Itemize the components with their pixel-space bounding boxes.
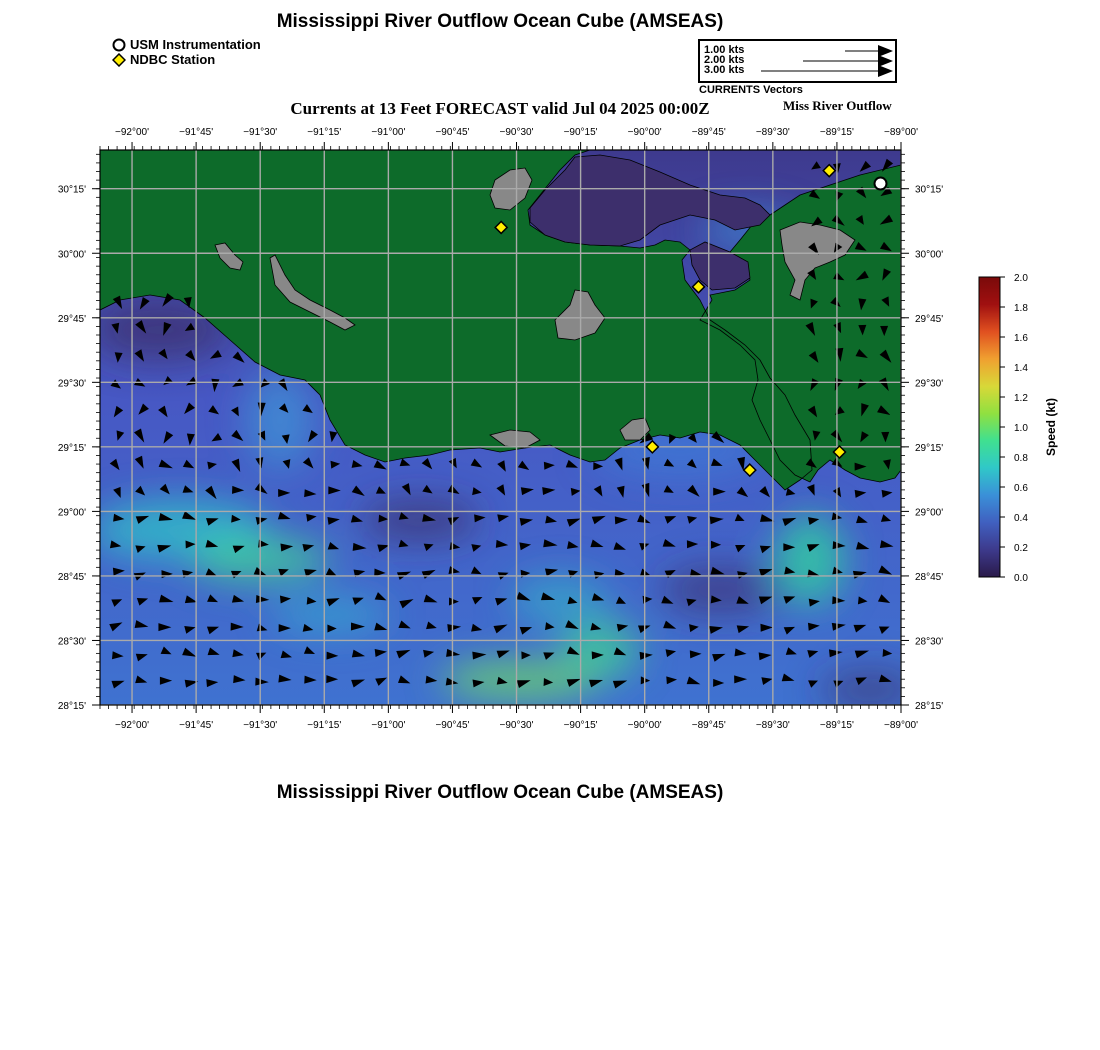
colorbar-tick-label: 1.0 — [1014, 423, 1028, 434]
lon-tick-label: −90°15' — [563, 720, 598, 731]
forecast-subtitle: Currents at 13 Feet FORECAST valid Jul 04 2025 00:00Z — [290, 99, 710, 118]
lat-tick-label: 28°15' — [915, 701, 944, 712]
colorbar-tick-label: 0.8 — [1014, 453, 1028, 464]
lat-tick-label: 30°15' — [57, 184, 86, 196]
arrow-icon — [878, 45, 893, 57]
arrow-icon — [878, 55, 893, 67]
lon-tick-label: −90°45' — [435, 127, 470, 138]
lon-tick-label: −91°30' — [243, 127, 278, 138]
lon-tick-label: −90°00' — [627, 127, 662, 138]
colorbar-tick-label: 0.0 — [1014, 573, 1028, 584]
colorbar-ramp — [979, 277, 1000, 577]
colorbar-tick-label: 2.0 — [1014, 273, 1028, 284]
lon-tick-label: −89°45' — [691, 127, 726, 138]
colorbar-tick-label: 0.6 — [1014, 483, 1028, 494]
lat-tick-label: 28°15' — [57, 701, 86, 712]
colorbar-tick-label: 1.8 — [1014, 303, 1028, 314]
lon-tick-label: −89°45' — [691, 720, 726, 731]
arrow-icon — [878, 65, 893, 77]
colorbar-tick-label: 0.2 — [1014, 543, 1028, 554]
lon-tick-label: −90°45' — [435, 720, 470, 731]
legend-ndbc — [112, 52, 215, 67]
currents-map — [0, 115, 960, 740]
lon-tick-label: −92°00' — [115, 127, 150, 138]
lon-tick-label: −89°15' — [819, 720, 854, 731]
colorbar-label: Speed (kt) — [1044, 397, 1058, 457]
lat-tick-label: 29°45' — [57, 313, 86, 325]
lon-tick-label: −91°00' — [371, 720, 406, 731]
lat-tick-label: 29°45' — [915, 313, 944, 325]
lat-labels-left — [58, 185, 86, 712]
legend-usm — [112, 37, 261, 52]
lon-tick-label: −89°15' — [819, 127, 854, 138]
lon-tick-label: −89°00' — [884, 720, 918, 731]
lat-tick-label: 28°45' — [57, 571, 86, 583]
vector-legend-row: 2.00 kts — [704, 54, 745, 66]
map-body — [90, 150, 920, 710]
lon-tick-label: −92°00' — [115, 720, 150, 731]
usm-instrument-marker[interactable] — [874, 178, 886, 190]
ndbc-diamond-icon — [112, 53, 126, 67]
lat-tick-label: 29°30' — [915, 378, 944, 390]
lon-tick-label: −89°30' — [755, 720, 790, 731]
lat-tick-label: 30°00' — [915, 249, 944, 261]
lon-tick-label: −90°30' — [499, 127, 534, 138]
vector-legend — [698, 39, 897, 83]
colorbar-tick-label: 1.6 — [1014, 333, 1028, 344]
lon-tick-label: −91°30' — [243, 720, 278, 731]
lat-tick-label: 29°15' — [57, 442, 86, 454]
lat-tick-label: 30°00' — [57, 249, 86, 261]
lon-tick-label: −89°30' — [755, 127, 790, 138]
lat-labels-right — [915, 185, 943, 712]
colorbar-ticks — [1000, 273, 1028, 584]
colorbar-tick-label: 0.4 — [1014, 513, 1028, 524]
vector-legend-row: 1.00 kts — [704, 44, 745, 56]
lon-tick-label: −89°00' — [884, 127, 918, 138]
legend-ndbc-label: NDBC Station — [130, 52, 216, 67]
lon-labels-top — [115, 127, 918, 138]
lat-tick-label: 28°45' — [915, 571, 944, 583]
map-title-bottom: Mississippi River Outflow Ocean Cube (AMSEAS) — [276, 782, 724, 803]
lon-tick-label: −91°00' — [371, 127, 406, 138]
lat-tick-label: 28°30' — [57, 636, 86, 648]
lon-tick-label: −90°00' — [627, 720, 662, 731]
lon-tick-label: −90°30' — [499, 720, 534, 731]
colorbar-tick-label: 1.2 — [1014, 393, 1028, 404]
legend-usm-label: USM Instrumentation — [130, 37, 261, 52]
colorbar-tick-label: 1.4 — [1014, 363, 1028, 374]
lon-tick-label: −91°45' — [179, 127, 214, 138]
vector-legend-row: 3.00 kts — [704, 64, 745, 76]
speed-colorbar — [960, 268, 1080, 586]
map-title: Mississippi River Outflow Ocean Cube (AMSEAS) — [276, 11, 724, 32]
lat-tick-label: 29°00' — [57, 507, 86, 519]
vector-legend-title: CURRENTS Vectors — [699, 84, 803, 96]
usm-circle-icon — [112, 38, 126, 52]
vector-legend-arrows — [700, 41, 895, 81]
lon-labels-bottom — [115, 720, 918, 731]
lat-tick-label: 30°15' — [915, 184, 944, 196]
region-label: Miss River Outflow — [783, 98, 892, 113]
lat-tick-label: 29°00' — [915, 507, 944, 519]
lat-tick-label: 28°30' — [915, 636, 944, 648]
lat-tick-label: 29°15' — [915, 442, 944, 454]
lon-tick-label: −91°45' — [179, 720, 214, 731]
lat-tick-label: 29°30' — [57, 378, 86, 390]
lon-tick-label: −91°15' — [307, 127, 342, 138]
lon-tick-label: −91°15' — [307, 720, 342, 731]
lon-tick-label: −90°15' — [563, 127, 598, 138]
